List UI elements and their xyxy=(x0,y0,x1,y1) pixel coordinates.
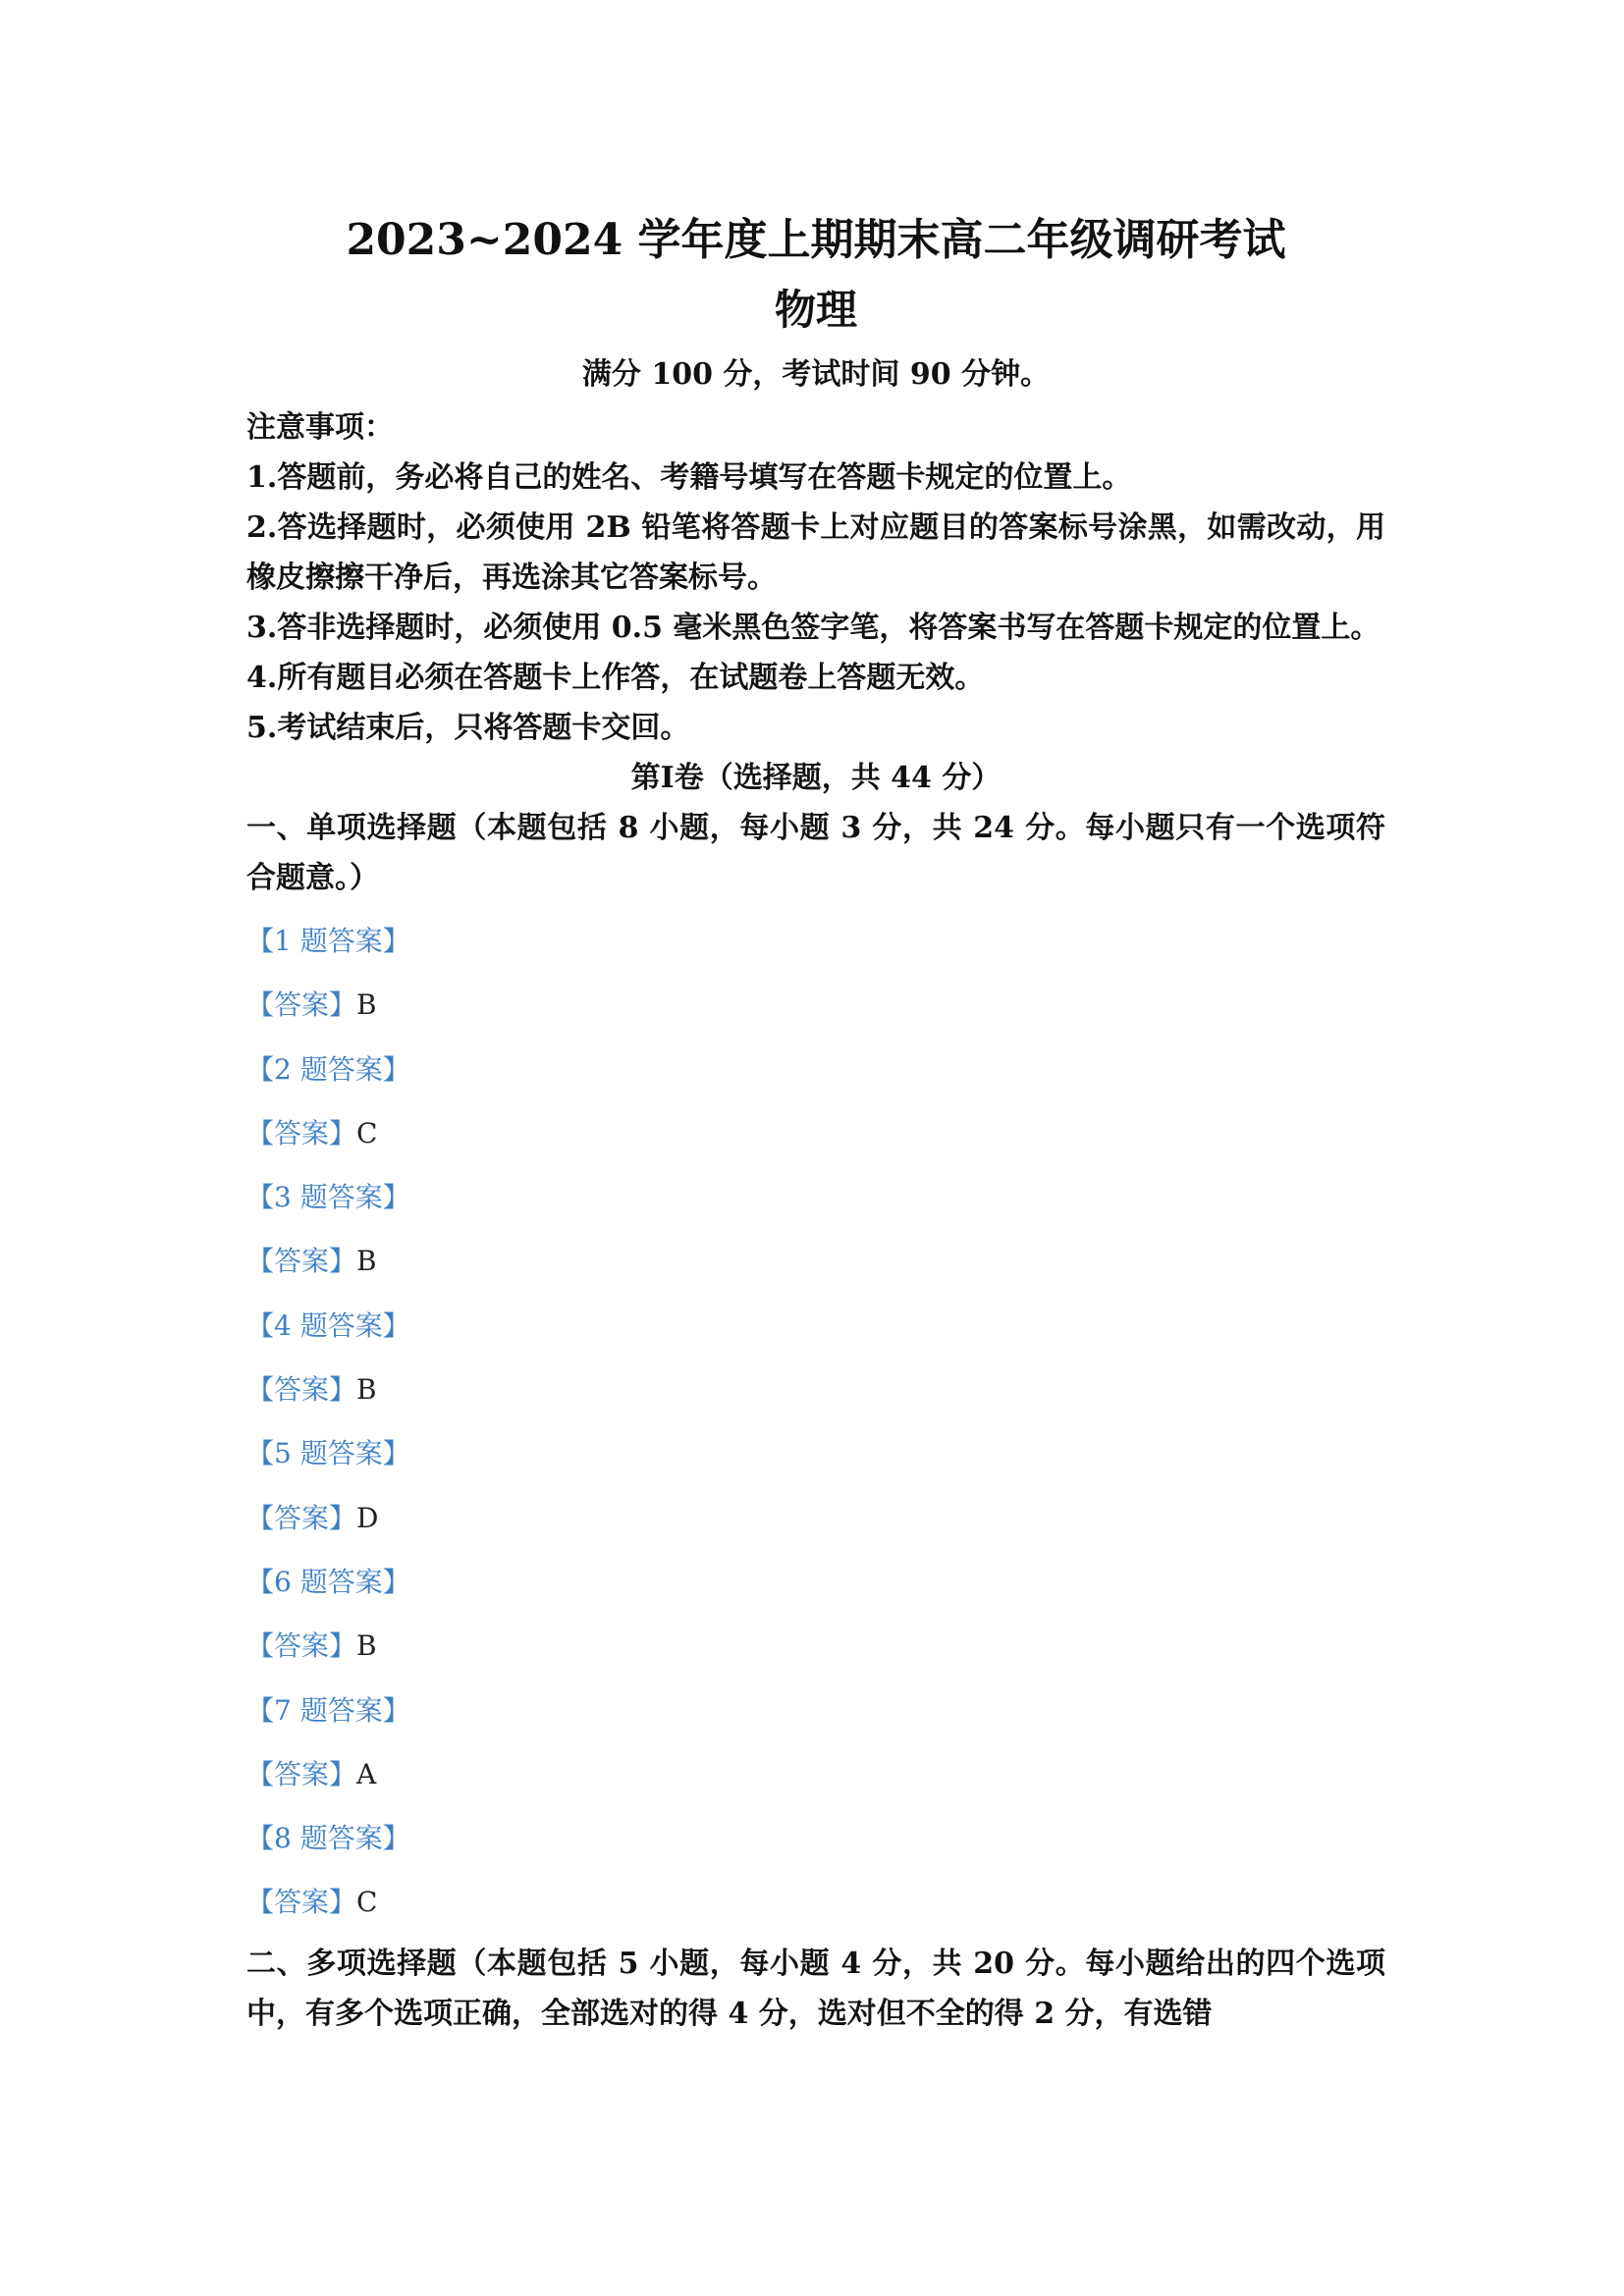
answer-heading-label: 【2 题答案】 xyxy=(246,1052,410,1086)
answer-heading-5 xyxy=(246,1421,1385,1485)
answer-line-8 xyxy=(246,1870,1385,1934)
score-info: 满分 100 分，考试时间 90 分钟。 xyxy=(581,357,1051,392)
note-item-2: 2.答选择题时，必须使用 2B 铅笔将答题卡上对应题目的答案标号涂黑，如需改动，用橡皮擦擦干净后，再选涂其它答案标号。 xyxy=(246,510,1385,595)
answer-heading-label: 【5 题答案】 xyxy=(246,1437,410,1470)
notes-heading: 注意事项： xyxy=(246,410,394,445)
answer-heading-label: 【8 题答案】 xyxy=(246,1822,410,1855)
exam-title: 2023~2024 学年度上期期末高二年级调研考试 xyxy=(346,215,1286,265)
note-item-1: 1.答题前，务必将自己的姓名、考籍号填写在答题卡规定的位置上。 xyxy=(246,460,1132,495)
answer-heading-label: 【3 题答案】 xyxy=(246,1181,410,1214)
answer-heading-3 xyxy=(246,1165,1385,1229)
answers-list xyxy=(246,909,1385,1935)
answer-heading-label: 【1 题答案】 xyxy=(246,925,410,957)
answer-heading-4 xyxy=(246,1294,1385,1358)
answer-heading-2 xyxy=(246,1038,1385,1101)
answer-label: 【答案】 xyxy=(246,1116,357,1149)
section1-intro: 一、单项选择题（本题包括 8 小题，每小题 3 分，共 24 分。每小题只有一个选项符合题意。） xyxy=(246,811,1385,895)
answer-value: B xyxy=(356,1245,377,1278)
answer-value: B xyxy=(356,1373,377,1407)
answer-line-5 xyxy=(246,1486,1385,1550)
answer-value: D xyxy=(356,1501,379,1534)
answer-label: 【答案】 xyxy=(246,988,357,1022)
document-content xyxy=(246,206,1385,2039)
answer-line-3 xyxy=(246,1229,1385,1293)
answer-line-7 xyxy=(246,1742,1385,1806)
note-item-5: 5.考试结束后，只将答题卡交回。 xyxy=(246,711,690,745)
answer-label: 【答案】 xyxy=(246,1757,357,1790)
note-item-3: 3.答非选择题时，必须使用 0.5 毫米黑色签字笔，将答案书写在答题卡规定的位置上。 xyxy=(246,611,1380,645)
answer-line-6 xyxy=(246,1614,1385,1678)
answer-line-4 xyxy=(246,1358,1385,1421)
note-item-4: 4.所有题目必须在答题卡上作答，在试题卷上答题无效。 xyxy=(246,661,985,695)
answer-value: A xyxy=(356,1757,377,1790)
answer-line-1 xyxy=(246,973,1385,1037)
answer-heading-8 xyxy=(246,1806,1385,1870)
section2-intro: 二、多项选择题（本题包括 5 小题，每小题 4 分，共 20 分。每小题给出的四个选项中，有多个选项正确，全部选对的得 4 分，选对但不全的得 2 分，有选错 xyxy=(246,1946,1385,2031)
answer-line-2 xyxy=(246,1101,1385,1165)
answer-heading-label: 【6 题答案】 xyxy=(246,1565,410,1598)
part1-title: 第Ⅰ卷（选择题，共 44 分） xyxy=(630,761,1001,795)
answer-value: C xyxy=(356,1116,378,1149)
answer-value: C xyxy=(356,1886,378,1919)
answer-label: 【答案】 xyxy=(246,1501,357,1534)
answer-heading-label: 【7 题答案】 xyxy=(246,1693,410,1727)
answer-heading-1 xyxy=(246,909,1385,973)
answer-label: 【答案】 xyxy=(246,1886,357,1919)
answer-value: B xyxy=(356,1629,377,1663)
answer-heading-7 xyxy=(246,1679,1385,1742)
answer-value: B xyxy=(356,988,377,1022)
exam-subject: 物理 xyxy=(774,286,857,334)
answer-heading-label: 【4 题答案】 xyxy=(246,1308,410,1342)
answer-label: 【答案】 xyxy=(246,1373,357,1407)
answer-label: 【答案】 xyxy=(246,1629,357,1663)
answer-heading-6 xyxy=(246,1550,1385,1614)
answer-label: 【答案】 xyxy=(246,1245,357,1278)
notes-section xyxy=(246,402,1385,753)
